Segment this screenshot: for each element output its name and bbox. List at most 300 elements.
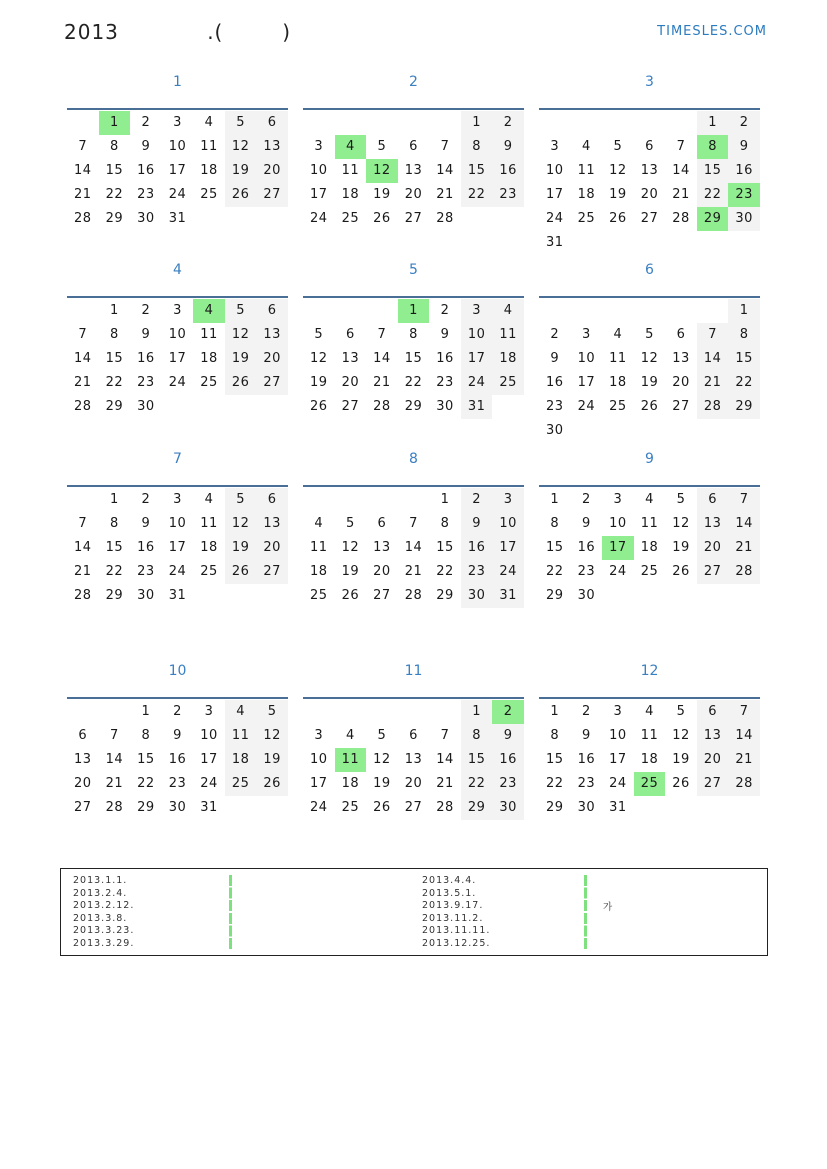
- day-cell: 23: [137, 375, 155, 390]
- day-cell: 3: [173, 303, 182, 318]
- week-row: [539, 488, 760, 512]
- day-cell: 28: [728, 560, 760, 584]
- day-cell: 25: [492, 371, 524, 395]
- day-cell: 15: [697, 159, 729, 183]
- day-cell: 14: [728, 724, 760, 748]
- day-cell: 14: [74, 540, 92, 555]
- day-cell: 8: [550, 516, 560, 531]
- legend-date: 2013.9.17.: [422, 900, 484, 912]
- empty-cell: [303, 111, 335, 135]
- day-cell: 28: [436, 211, 454, 226]
- day-cell: 12: [373, 752, 391, 767]
- day-cell: 20: [404, 776, 423, 791]
- day-cell: 24: [546, 211, 564, 226]
- day-cell: 16: [577, 540, 596, 555]
- day-cell: 8: [728, 323, 760, 347]
- day-cell: 14: [404, 540, 423, 555]
- empty-cell: [634, 111, 666, 135]
- day-cell: 11: [609, 351, 627, 366]
- day-cell: 13: [256, 323, 288, 347]
- day-cell: 19: [640, 375, 659, 390]
- week-row: [67, 299, 288, 323]
- day-cell: 4: [581, 139, 591, 154]
- day-cell: 28: [728, 772, 760, 796]
- day-cell: 2: [141, 115, 151, 130]
- day-cell: 11: [200, 327, 218, 342]
- day-cell: 7: [78, 516, 88, 531]
- empty-cell: [665, 231, 697, 255]
- day-cell: 26: [640, 399, 659, 414]
- week-row: [539, 748, 760, 772]
- day-cell: 21: [728, 536, 760, 560]
- day-cell: 29: [436, 588, 454, 603]
- week-row: [67, 512, 288, 536]
- day-cell: 3: [613, 492, 623, 507]
- day-cell: 15: [105, 540, 124, 555]
- day-cell: 27: [256, 371, 288, 395]
- day-cell: 8: [109, 516, 119, 531]
- day-cell: 17: [577, 375, 596, 390]
- day-cell: 1: [728, 299, 760, 323]
- month-grid: [67, 697, 288, 820]
- day-cell: 30: [137, 399, 155, 414]
- day-cell: 22: [546, 564, 564, 579]
- week-row: [303, 183, 524, 207]
- day-cell: 24: [168, 564, 187, 579]
- day-cell: 20: [697, 536, 729, 560]
- day-cell: 26: [256, 772, 288, 796]
- day-cell: 15: [728, 347, 760, 371]
- day-cell: 7: [377, 327, 387, 342]
- day-cell: 29: [728, 395, 760, 419]
- holiday-day: 11: [335, 748, 367, 772]
- day-cell: 3: [613, 704, 623, 719]
- day-cell: 25: [341, 211, 360, 226]
- day-cell: 15: [546, 752, 564, 767]
- day-cell: 17: [168, 351, 187, 366]
- empty-cell: [225, 796, 257, 820]
- month-name: 12: [640, 663, 659, 679]
- day-cell: 11: [200, 139, 218, 154]
- day-cell: 5: [613, 139, 623, 154]
- day-cell: 25: [200, 375, 218, 390]
- day-cell: 16: [137, 351, 155, 366]
- day-cell: 6: [78, 728, 88, 743]
- week-row: [67, 347, 288, 371]
- empty-cell: [697, 419, 729, 443]
- day-cell: 3: [581, 327, 591, 342]
- legend-note: 가: [603, 902, 613, 913]
- day-cell: 26: [373, 211, 391, 226]
- empty-cell: [366, 299, 398, 323]
- empty-cell: [697, 796, 729, 820]
- day-cell: 26: [225, 560, 257, 584]
- week-row: [539, 796, 760, 820]
- month-grid: [303, 108, 524, 231]
- legend-date: 2013.11.2.: [422, 912, 484, 924]
- day-cell: 29: [404, 399, 423, 414]
- day-cell: 14: [105, 752, 124, 767]
- week-row: [67, 796, 288, 820]
- day-cell: 24: [168, 375, 187, 390]
- day-cell: 4: [204, 492, 214, 507]
- empty-cell: [398, 488, 430, 512]
- day-cell: 12: [225, 512, 257, 536]
- holiday-legend: [60, 868, 768, 956]
- day-cell: 14: [436, 163, 454, 178]
- day-cell: 11: [640, 516, 659, 531]
- day-cell: 3: [173, 115, 182, 130]
- week-row: [539, 231, 760, 255]
- week-row: [539, 371, 760, 395]
- week-row: [539, 512, 760, 536]
- day-cell: 30: [577, 588, 596, 603]
- day-cell: 30: [137, 588, 155, 603]
- day-cell: 15: [105, 163, 124, 178]
- month-name: 2: [409, 74, 418, 90]
- day-cell: 11: [225, 724, 257, 748]
- day-cell: 18: [310, 564, 328, 579]
- day-cell: 10: [168, 327, 187, 342]
- month-name: 7: [173, 451, 182, 467]
- holiday-day: 1: [99, 111, 131, 135]
- day-cell: 6: [409, 139, 418, 154]
- day-cell: 4: [645, 704, 654, 719]
- empty-cell: [99, 700, 131, 724]
- day-cell: 28: [436, 800, 454, 815]
- day-cell: 9: [728, 135, 760, 159]
- day-cell: 27: [341, 399, 360, 414]
- day-cell: 20: [256, 159, 288, 183]
- day-cell: 16: [436, 351, 454, 366]
- empty-cell: [225, 207, 257, 231]
- brand-link[interactable]: TIMESLES.COM: [657, 24, 767, 39]
- day-cell: 2: [728, 111, 760, 135]
- day-cell: 17: [168, 540, 187, 555]
- empty-cell: [303, 299, 335, 323]
- month-grid: [67, 485, 288, 608]
- day-cell: 10: [609, 516, 627, 531]
- empty-cell: [335, 299, 367, 323]
- month-name: 10: [168, 663, 187, 679]
- month-grid: [539, 296, 760, 443]
- week-row: [303, 371, 524, 395]
- empty-cell: [303, 488, 335, 512]
- week-row: [303, 512, 524, 536]
- day-cell: 7: [409, 516, 418, 531]
- day-cell: 20: [341, 375, 360, 390]
- empty-cell: [193, 395, 225, 419]
- day-cell: 22: [404, 375, 423, 390]
- day-cell: 7: [78, 327, 88, 342]
- day-cell: 14: [373, 351, 391, 366]
- day-cell: 19: [256, 748, 288, 772]
- week-row: [539, 347, 760, 371]
- day-cell: 26: [373, 800, 391, 815]
- day-cell: 9: [141, 516, 151, 531]
- day-cell: 13: [256, 135, 288, 159]
- day-cell: 24: [200, 776, 218, 791]
- week-row: [303, 159, 524, 183]
- empty-cell: [256, 207, 288, 231]
- day-cell: 9: [173, 728, 182, 743]
- month-grid: [539, 485, 760, 608]
- day-cell: 4: [345, 728, 355, 743]
- month-name: 8: [409, 451, 418, 467]
- day-cell: 2: [141, 303, 151, 318]
- month-name: 3: [645, 74, 654, 90]
- empty-cell: [697, 584, 729, 608]
- month-grid: [303, 296, 524, 419]
- day-cell: 16: [137, 163, 155, 178]
- day-cell: 29: [105, 211, 124, 226]
- day-cell: 15: [137, 752, 155, 767]
- day-cell: 11: [577, 163, 596, 178]
- day-cell: 19: [609, 187, 627, 202]
- day-cell: 5: [676, 704, 686, 719]
- day-cell: 18: [341, 187, 360, 202]
- day-cell: 23: [492, 183, 524, 207]
- holiday-day: 25: [634, 772, 666, 796]
- day-cell: 23: [137, 187, 155, 202]
- day-cell: 24: [168, 187, 187, 202]
- day-cell: 21: [672, 187, 690, 202]
- day-cell: 19: [672, 540, 690, 555]
- day-cell: 16: [461, 536, 493, 560]
- day-cell: 20: [256, 536, 288, 560]
- empty-cell: [256, 584, 288, 608]
- day-cell: 24: [609, 776, 627, 791]
- empty-cell: [256, 796, 288, 820]
- month-name: 1: [173, 74, 182, 90]
- empty-cell: [665, 796, 697, 820]
- day-cell: 30: [461, 584, 493, 608]
- day-cell: 4: [204, 115, 214, 130]
- day-cell: 7: [440, 139, 450, 154]
- day-cell: 28: [74, 588, 92, 603]
- day-cell: 28: [105, 800, 124, 815]
- day-cell: 27: [256, 560, 288, 584]
- empty-cell: [303, 700, 335, 724]
- day-cell: 13: [697, 724, 729, 748]
- day-cell: 13: [341, 351, 360, 366]
- day-cell: 21: [373, 375, 391, 390]
- day-cell: 11: [310, 540, 328, 555]
- day-cell: 21: [74, 187, 92, 202]
- week-row: [67, 207, 288, 231]
- day-cell: 25: [200, 187, 218, 202]
- day-cell: 25: [609, 399, 627, 414]
- day-cell: 21: [436, 776, 454, 791]
- day-cell: 18: [640, 752, 659, 767]
- day-cell: 5: [676, 492, 686, 507]
- empty-cell: [728, 796, 760, 820]
- day-cell: 17: [200, 752, 218, 767]
- day-cell: 2: [492, 111, 524, 135]
- day-cell: 9: [440, 327, 450, 342]
- week-row: [303, 395, 524, 419]
- holiday-day: 4: [335, 135, 367, 159]
- day-cell: 22: [461, 772, 493, 796]
- legend-date: 2013.12.25.: [422, 937, 491, 949]
- day-cell: 16: [546, 375, 564, 390]
- day-cell: 11: [341, 163, 360, 178]
- day-cell: 27: [672, 399, 690, 414]
- day-cell: 3: [550, 139, 560, 154]
- day-cell: 31: [492, 584, 524, 608]
- day-cell: 20: [373, 564, 391, 579]
- day-cell: 26: [609, 211, 627, 226]
- day-cell: 25: [577, 211, 596, 226]
- day-cell: 13: [74, 752, 92, 767]
- day-cell: 23: [137, 564, 155, 579]
- empty-cell: [492, 395, 524, 419]
- day-cell: 8: [461, 724, 493, 748]
- page-title: 2013 .( ): [64, 20, 292, 44]
- day-cell: 5: [256, 700, 288, 724]
- day-cell: 31: [168, 211, 187, 226]
- day-cell: 31: [546, 235, 564, 250]
- day-cell: 5: [645, 327, 654, 342]
- day-cell: 17: [168, 163, 187, 178]
- day-cell: 15: [105, 351, 124, 366]
- day-cell: 12: [256, 724, 288, 748]
- empty-cell: [602, 584, 634, 608]
- day-cell: 22: [461, 183, 493, 207]
- day-cell: 23: [546, 399, 564, 414]
- empty-cell: [634, 231, 666, 255]
- day-cell: 25: [225, 772, 257, 796]
- day-cell: 28: [697, 395, 729, 419]
- day-cell: 16: [577, 752, 596, 767]
- day-cell: 12: [341, 540, 360, 555]
- day-cell: 1: [461, 700, 493, 724]
- day-cell: 18: [200, 351, 218, 366]
- month-grid: [303, 697, 524, 820]
- day-cell: 8: [109, 327, 119, 342]
- week-row: [539, 395, 760, 419]
- month-grid: [67, 108, 288, 231]
- week-row: [303, 111, 524, 135]
- day-cell: 27: [74, 800, 92, 815]
- day-cell: 6: [345, 327, 355, 342]
- day-cell: 19: [225, 159, 257, 183]
- week-row: [67, 371, 288, 395]
- day-cell: 18: [577, 187, 596, 202]
- day-cell: 23: [577, 564, 596, 579]
- day-cell: 23: [492, 772, 524, 796]
- week-row: [539, 724, 760, 748]
- month-name: 6: [645, 262, 654, 278]
- empty-cell: [665, 111, 697, 135]
- empty-cell: [335, 700, 367, 724]
- empty-cell: [225, 395, 257, 419]
- empty-cell: [429, 700, 461, 724]
- day-cell: 10: [310, 163, 328, 178]
- day-cell: 17: [546, 187, 564, 202]
- holiday-day: 12: [366, 159, 398, 183]
- legend-marker-right: [584, 875, 587, 950]
- day-cell: 27: [404, 211, 423, 226]
- day-cell: 30: [492, 796, 524, 820]
- week-row: [539, 323, 760, 347]
- legend-date: 2013.1.1.: [73, 875, 128, 886]
- empty-cell: [539, 299, 571, 323]
- week-row: [539, 299, 760, 323]
- day-cell: 26: [672, 776, 690, 791]
- day-cell: 20: [256, 347, 288, 371]
- day-cell: 13: [672, 351, 690, 366]
- day-cell: 5: [314, 327, 324, 342]
- day-cell: 23: [436, 375, 454, 390]
- month-name: 11: [404, 663, 423, 679]
- empty-cell: [728, 231, 760, 255]
- month-grid: [303, 485, 524, 608]
- day-cell: 2: [141, 492, 151, 507]
- day-cell: 10: [168, 139, 187, 154]
- empty-cell: [728, 584, 760, 608]
- day-cell: 8: [550, 728, 560, 743]
- day-cell: 13: [640, 163, 659, 178]
- day-cell: 1: [550, 492, 560, 507]
- week-row: [303, 347, 524, 371]
- day-cell: 14: [74, 163, 92, 178]
- empty-cell: [225, 584, 257, 608]
- week-row: [539, 183, 760, 207]
- day-cell: 10: [200, 728, 218, 743]
- day-cell: 19: [341, 564, 360, 579]
- empty-cell: [634, 796, 666, 820]
- day-cell: 22: [105, 187, 124, 202]
- day-cell: 9: [492, 135, 524, 159]
- empty-cell: [67, 111, 99, 135]
- day-cell: 29: [461, 796, 493, 820]
- day-cell: 14: [728, 512, 760, 536]
- empty-cell: [728, 419, 760, 443]
- day-cell: 1: [697, 111, 729, 135]
- day-cell: 15: [436, 540, 454, 555]
- day-cell: 17: [461, 347, 493, 371]
- day-cell: 12: [609, 163, 627, 178]
- day-cell: 16: [168, 752, 187, 767]
- week-row: [67, 135, 288, 159]
- week-row: [539, 560, 760, 584]
- day-cell: 16: [728, 159, 760, 183]
- day-cell: 21: [74, 564, 92, 579]
- day-cell: 4: [492, 299, 524, 323]
- legend-date: 2013.11.11.: [422, 925, 491, 937]
- day-cell: 21: [105, 776, 124, 791]
- month-name: 9: [645, 451, 654, 467]
- week-row: [303, 724, 524, 748]
- day-cell: 10: [461, 323, 493, 347]
- empty-cell: [571, 419, 603, 443]
- day-cell: 25: [310, 588, 328, 603]
- day-cell: 18: [609, 375, 627, 390]
- day-cell: 14: [436, 752, 454, 767]
- day-cell: 19: [310, 375, 328, 390]
- empty-cell: [398, 111, 430, 135]
- day-cell: 10: [310, 752, 328, 767]
- day-cell: 27: [373, 588, 391, 603]
- day-cell: 18: [640, 540, 659, 555]
- day-cell: 3: [204, 704, 214, 719]
- week-row: [539, 207, 760, 231]
- week-row: [67, 395, 288, 419]
- day-cell: 3: [314, 139, 324, 154]
- week-row: [67, 560, 288, 584]
- day-cell: 9: [141, 139, 151, 154]
